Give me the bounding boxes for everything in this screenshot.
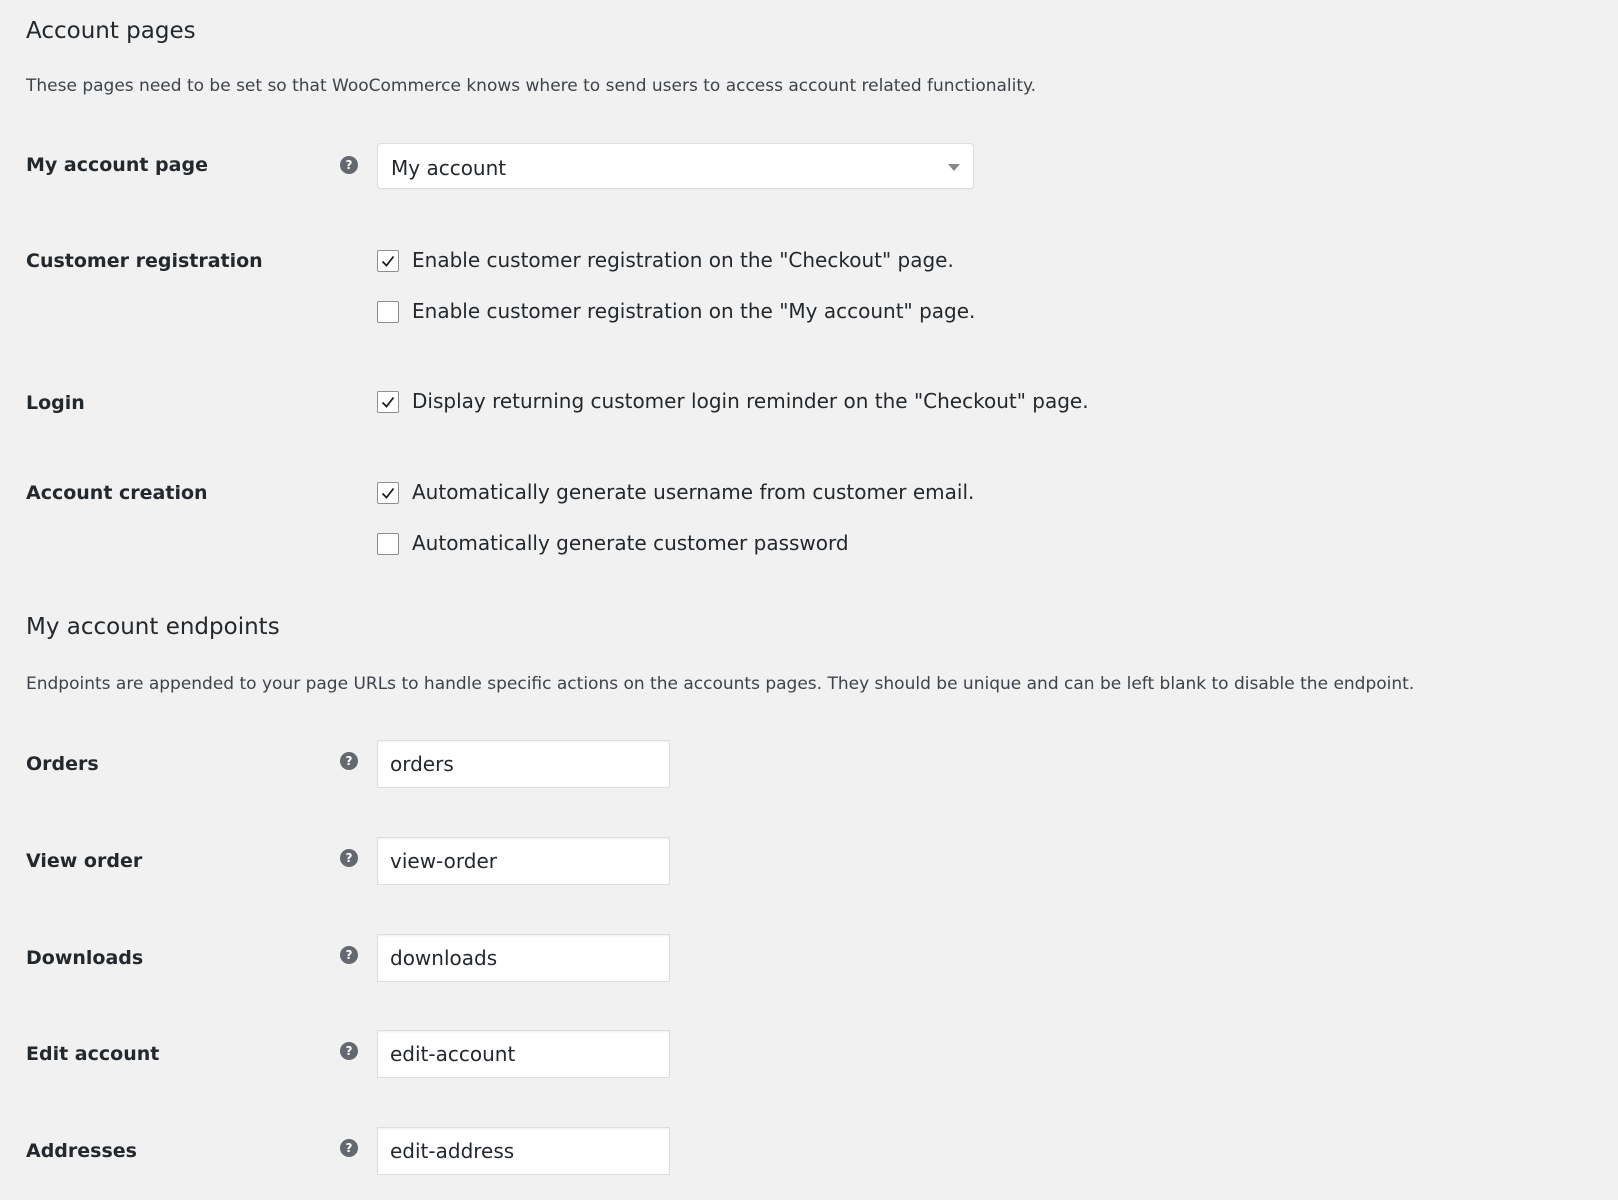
- section-description-endpoints: Endpoints are appended to your page URLs to handle specific actions on the accounts pages. They should be unique and can be left blank to disable the endpoint.: [26, 674, 1415, 694]
- checkmark-icon: [380, 485, 396, 501]
- my-account-registration-label: Enable customer registration on the "My account" page.: [412, 299, 976, 323]
- help-icon[interactable]: ?: [340, 156, 358, 174]
- checkbox-generate-username[interactable]: [377, 482, 399, 504]
- help-icon[interactable]: ?: [340, 849, 358, 867]
- addresses-endpoint-input[interactable]: [377, 1127, 670, 1175]
- section-title-endpoints: My account endpoints: [26, 614, 280, 640]
- addresses-label: Addresses: [26, 1140, 137, 1162]
- view-order-endpoint-input[interactable]: [377, 837, 670, 885]
- checkbox-login-reminder[interactable]: [377, 391, 399, 413]
- my-account-page-label: My account page: [26, 154, 208, 176]
- edit-account-label: Edit account: [26, 1043, 160, 1065]
- checkbox-my-account-registration[interactable]: [377, 301, 399, 323]
- downloads-endpoint-input[interactable]: [377, 934, 670, 982]
- checkout-registration-label: Enable customer registration on the "Checkout" page.: [412, 248, 954, 272]
- help-icon[interactable]: ?: [340, 946, 358, 964]
- chevron-down-icon: [948, 164, 960, 171]
- login-reminder-label: Display returning customer login reminder on the "Checkout" page.: [412, 389, 1089, 413]
- help-icon[interactable]: ?: [340, 752, 358, 770]
- checkbox-checkout-registration[interactable]: [377, 250, 399, 272]
- login-label: Login: [26, 392, 85, 414]
- generate-password-label: Automatically generate customer password: [412, 531, 849, 555]
- checkmark-icon: [380, 253, 396, 269]
- edit-account-endpoint-input[interactable]: [377, 1030, 670, 1078]
- generate-username-label: Automatically generate username from customer email.: [412, 480, 975, 504]
- orders-label: Orders: [26, 753, 99, 775]
- checkbox-generate-password[interactable]: [377, 533, 399, 555]
- help-icon[interactable]: ?: [340, 1139, 358, 1157]
- help-icon[interactable]: ?: [340, 1042, 358, 1060]
- section-title-account-pages: Account pages: [26, 18, 196, 44]
- customer-registration-label: Customer registration: [26, 250, 263, 272]
- downloads-label: Downloads: [26, 947, 144, 969]
- checkmark-icon: [380, 394, 396, 410]
- account-creation-label: Account creation: [26, 482, 208, 504]
- orders-endpoint-input[interactable]: [377, 740, 670, 788]
- my-account-page-select[interactable]: [377, 143, 974, 189]
- select-value: My account: [391, 156, 507, 180]
- view-order-label: View order: [26, 850, 143, 872]
- section-description-account-pages: These pages need to be set so that WooCommerce knows where to send users to access account related functionality.: [26, 76, 1037, 96]
